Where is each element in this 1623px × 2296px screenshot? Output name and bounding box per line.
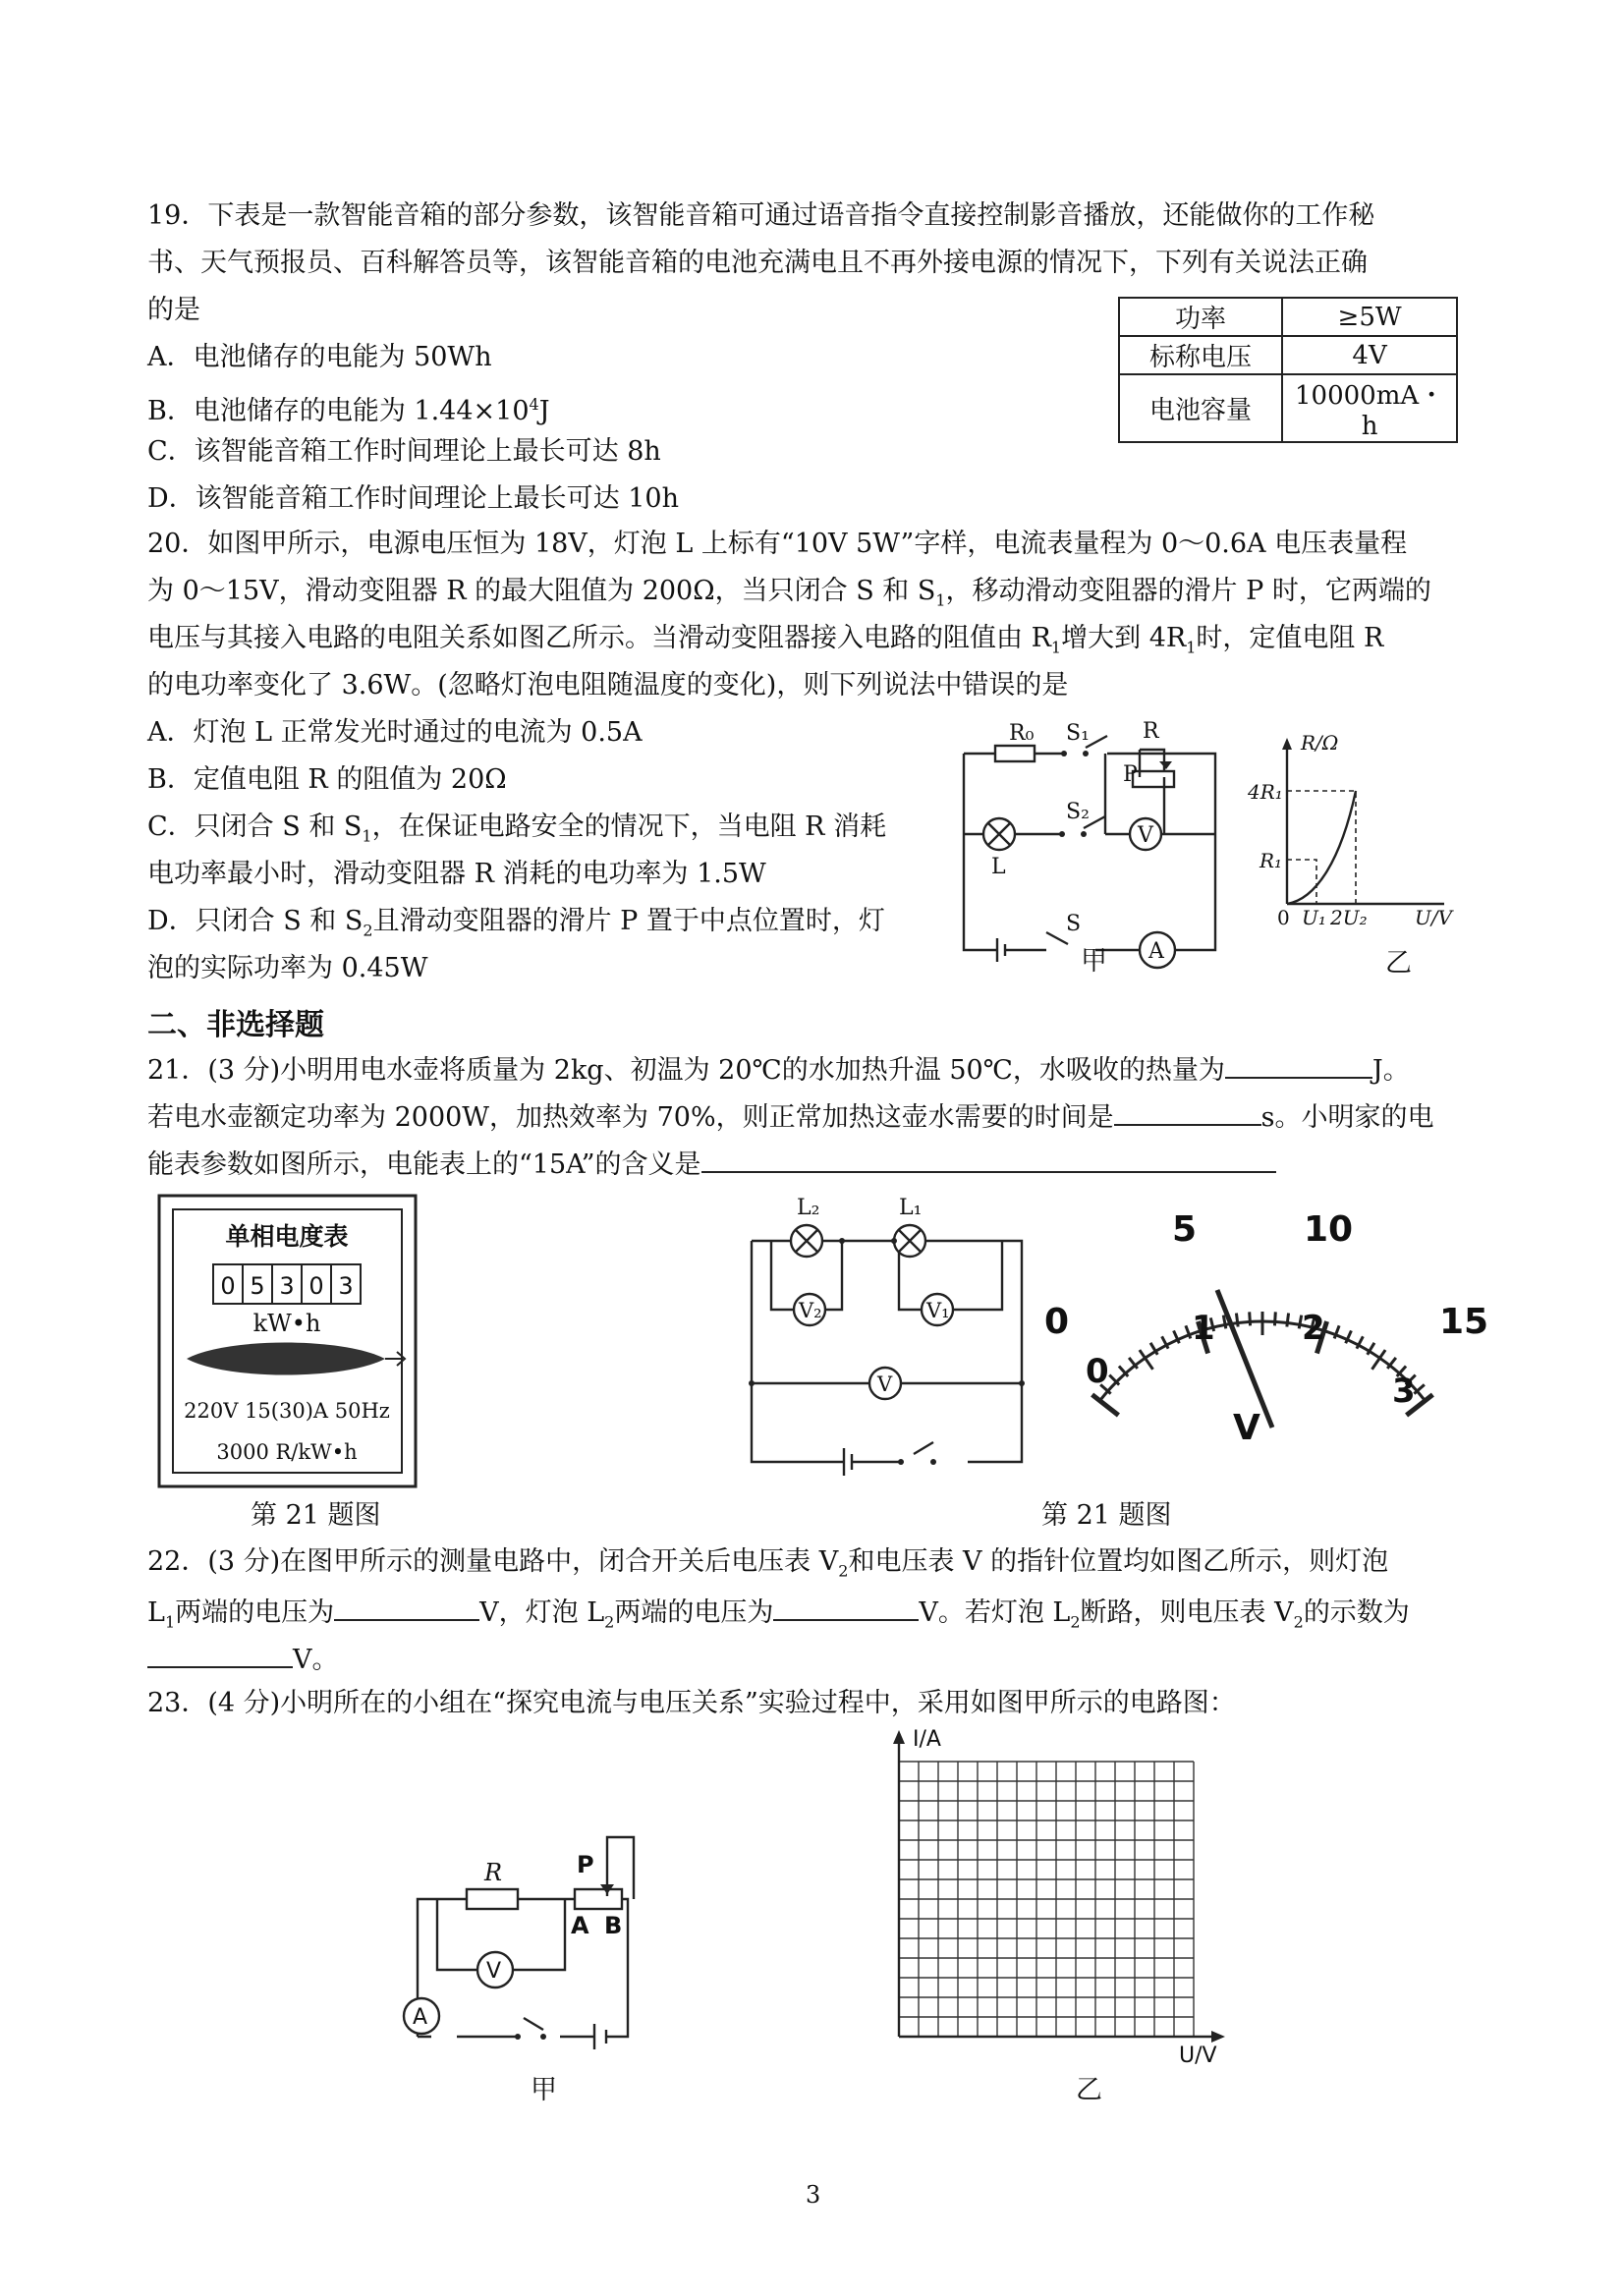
q21-line-3: 能表参数如图所示，电能表上的“15A”的含义是 [147,1144,1276,1183]
rheostat-icon [575,1889,622,1909]
label-v2: V₂ [799,1299,822,1322]
q21-line-1: 21．(3 分)小明用电水壶将质量为 2kg、初温为 20℃的水加热升温 50℃，水吸收的热量为 J。 [147,1049,1410,1089]
q20-option-d-1: D．只闭合 S 和 $S_2$且滑动变阻器的滑片 P 置于中点位置时，灯 [147,906,885,940]
dial-tick [1287,1314,1289,1327]
dial-bottom-tick: 0 [1086,1352,1109,1391]
dial-top-tick: 0 [1044,1302,1070,1342]
q23-current-voltage-grid [879,1724,1243,2068]
grid-y-label: I/A [913,1727,941,1752]
table-row [1119,374,1457,442]
label-v: V [877,1372,893,1396]
dial-top-tick: 5 [1172,1209,1198,1250]
q23-figure-caption-jia: 甲 [531,2075,557,2105]
q20-option-a: A．灯泡 L 正常发光时通过的电流为 0.5A [147,717,643,748]
label-v1: V₁ [926,1299,950,1322]
meter-digit: 5 [250,1272,265,1300]
param-value: 10000mA・h [1282,374,1457,442]
param-label: 电池容量 [1119,374,1282,442]
meter-digit: 3 [338,1272,354,1300]
grid-x-label: U/V [1179,2044,1217,2068]
label-r: R [484,1859,503,1886]
q19-line-3: 的是 [147,295,200,325]
q19-option-b: B．电池储存的电能为 $1.44\times 10^4J$ [147,395,550,426]
graph-u1: U₁ [1302,906,1326,929]
param-value: 4V [1282,336,1457,374]
energy-meter [157,1194,418,1488]
q22-line-3: V。 [147,1639,339,1678]
dial-tick [1250,1312,1251,1325]
label-v: V [486,1959,502,1984]
dial-bottom-tick: 1 [1192,1309,1215,1348]
label-p: P [1123,762,1138,787]
q20-option-c-2: 电功率最小时，滑动变阻器 R 消耗的电功率为 1.5W [147,859,766,889]
q19-line-1: 19．下表是一款智能音箱的部分参数，该智能音箱可通过语音指令直接控制影音播放，还能做你的工作秘 [147,200,1375,231]
speaker-params-table [1118,297,1458,443]
label-l1: L₁ [899,1196,923,1220]
graph-origin: 0 [1277,906,1290,929]
graph-y-4r1: 4R₁ [1248,780,1283,804]
label-l2: L₂ [797,1196,820,1220]
q23-line-1: 23．(4 分)小明所在的小组在“探究电流与电压关系”实验过程中，采用如图甲所示的电路图： [147,1688,1236,1718]
q23-figure-caption-yi: 乙 [1076,2075,1102,2105]
q22-line-1: 22．(3 分)在图甲所示的测量电路中，闭合开关后电压表 $V_2$和电压表 V 的指针位置均如图乙所示，则灯泡 [147,1546,1389,1581]
q19-option-c: C．该智能音箱工作时间理论上最长可达 8h [147,436,661,467]
label-s: S [1066,912,1082,936]
q21-line-2: 若电水壶额定功率为 2000W，加热效率为 70%，则正常加热这壶水需要的时间是 s。小明家的电 [147,1096,1434,1136]
q20-option-d-2: 泡的实际功率为 0.45W [147,953,428,983]
q20-circuit-diagram [958,712,1233,964]
label-p: P [577,1851,594,1878]
answer-blank[interactable] [701,1144,1276,1173]
label-r: R [1143,719,1159,744]
label-a-end: A [571,1912,589,1939]
label-s1: S₁ [1066,721,1090,746]
answer-blank[interactable] [334,1592,479,1621]
q20-resistance-voltage-graph [1248,732,1464,928]
q19-line-2: 书、天气预报员、百科解答员等，该智能音箱的电池充满电且不再外接电源的情况下，下列有关说法正确 [147,248,1368,278]
param-value: ≥5W [1282,298,1457,336]
meter-digit: 0 [308,1272,324,1300]
q20-figure-caption-yi: 乙 [1385,948,1412,979]
q19-option-a: A．电池储存的电能为 50Wh [147,342,492,372]
resistor-r0-icon [995,746,1035,761]
section-heading: 二、非选择题 [147,1008,324,1042]
q22-circuit-diagram [742,1187,1036,1472]
q20-figure-caption-jia: 甲 [1081,946,1107,977]
dial-bottom-tick: 2 [1302,1309,1325,1348]
label-v: V [1138,823,1153,848]
label-a: A [1148,939,1164,964]
dial-tick [1236,1314,1238,1327]
q21-caption-left: 第 21 题图 [251,1500,381,1531]
voltmeter-dial [1036,1204,1489,1448]
meter-revolutions: 3000 R/kW•h [216,1440,358,1464]
page-number: 3 [806,2181,821,2209]
dial-tick [1274,1312,1275,1325]
label-s2: S₂ [1066,800,1090,824]
graph-y-r1: R₁ [1259,849,1283,872]
graph-y-label: R/Ω [1301,731,1339,755]
param-label: 功率 [1119,298,1282,336]
q19-option-d: D．该智能音箱工作时间理论上最长可达 10h [147,483,679,514]
answer-blank[interactable] [1114,1096,1261,1126]
q20-line-2: 为 0～15V，滑动变阻器 R 的最大阻值为 200Ω，当只闭合 S 和 $S_1$，移动滑动变阻器的滑片 P 时，它两端的 [147,576,1431,610]
label-r0: R₀ [1009,721,1035,746]
q20-option-c-1: C．只闭合 S 和 $S_1$，在保证电路安全的情况下，当电阻 R 消耗 [147,812,887,846]
q23-circuit-diagram [398,1827,653,2063]
dial-top-tick: 10 [1304,1209,1354,1250]
meter-digit: 0 [220,1272,236,1300]
dial-tick [1092,1395,1119,1416]
q21-caption-right: 第 21 题图 [1041,1500,1172,1531]
dial-pointer [1217,1290,1272,1428]
meter-unit: kW•h [252,1310,321,1337]
graph-grid [899,1762,1194,2037]
dial-top-tick: 15 [1439,1302,1489,1342]
label-l: L [991,855,1006,879]
table-row [1119,298,1457,336]
q20-line-1: 20．如图甲所示，电源电压恒为 18V，灯泡 L 上标有“10V 5W”字样，电流表量程为 0～0.6A 电压表量程 [147,529,1408,559]
param-label: 标称电压 [1119,336,1282,374]
dial-bottom-tick: 3 [1392,1372,1416,1411]
answer-blank[interactable] [773,1592,919,1621]
graph-2u2: 2U₂ [1330,906,1368,929]
q20-line-3: 电压与其接入电路的电阻关系如图乙所示。当滑动变阻器接入电路的阻值由 $R_1$增大到 $4R_1$时，定值电阻 R [147,623,1384,657]
q20-line-4: 的电功率变化了 3.6W。(忽略灯泡电阻随温度的变化)，则下列说法中错误的是 [147,670,1069,700]
resistor-r-icon [467,1889,518,1909]
table-row [1119,336,1457,374]
meter-spec: 220V 15(30)A 50Hz [184,1399,390,1423]
label-b-end: B [604,1912,623,1939]
graph-curve [1287,791,1356,904]
dial-unit: V [1233,1408,1260,1448]
label-a: A [413,2005,428,2030]
graph-x-label: U/V [1415,906,1453,929]
answer-blank[interactable] [147,1639,293,1668]
meter-digit: 3 [279,1272,295,1300]
q22-line-2: $L_1$两端的电压为 V，灯泡 $L_2$两端的电压为 V。若灯泡 $L_2$断路，则电压表 $V_2$的示数为 [147,1592,1410,1640]
meter-title: 单相电度表 [225,1222,349,1251]
q20-option-b: B．定值电阻 R 的阻值为 20Ω [147,764,507,795]
answer-blank[interactable] [1225,1049,1372,1079]
